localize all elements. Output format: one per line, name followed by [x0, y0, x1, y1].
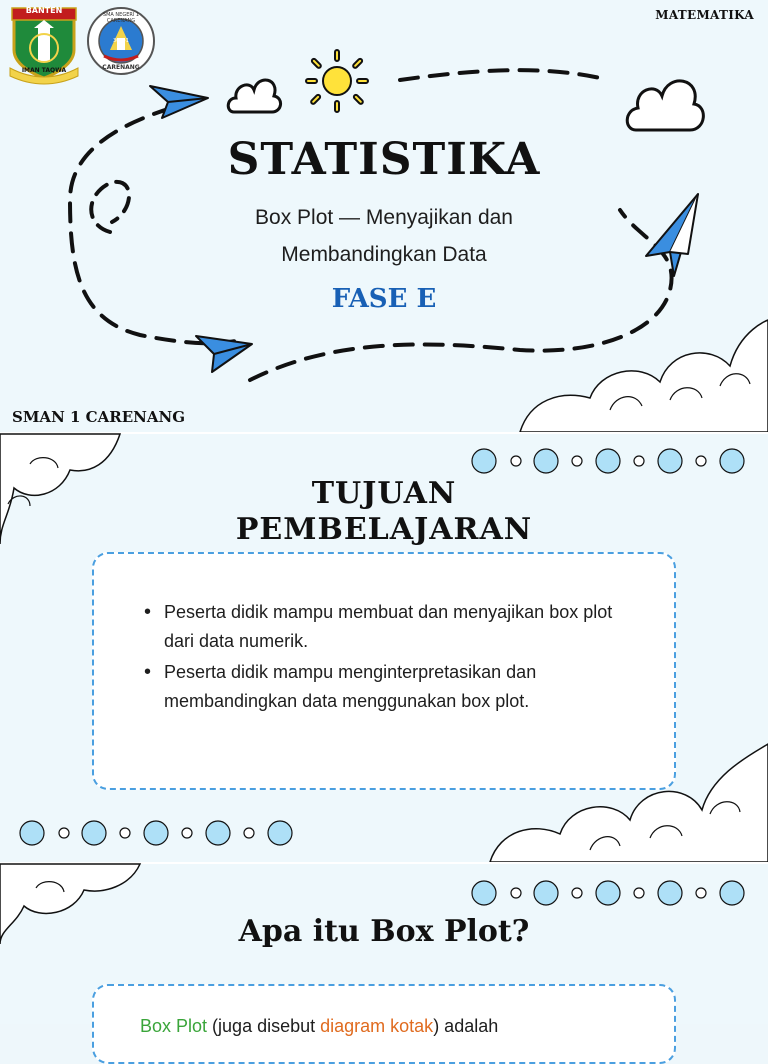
bubble-row-top [470, 446, 750, 476]
bubble-icon [534, 881, 558, 905]
bubble-icon [511, 456, 521, 466]
definition-close: ) adalah [433, 1016, 499, 1036]
paper-plane-icon [192, 330, 254, 374]
bubble-icon [182, 828, 192, 838]
bubble-icon [658, 449, 682, 473]
bubble-icon [696, 888, 706, 898]
bubble-row-bottom [18, 818, 298, 848]
bubble-icon [634, 888, 644, 898]
bubble-icon [511, 888, 521, 898]
bubble-icon [572, 888, 582, 898]
bubble-icon [720, 881, 744, 905]
bubble-icon [572, 456, 582, 466]
bubble-icon [82, 821, 106, 845]
bubble-icon [144, 821, 168, 845]
bubble-icon [534, 449, 558, 473]
banten-logo-label: BANTEN [25, 6, 63, 15]
page-title: STATISTIKA [227, 134, 541, 185]
definition-alt: diagram kotak [320, 1016, 434, 1036]
goals-card [92, 552, 676, 790]
bubble-icon [596, 449, 620, 473]
phase-label: FASE E [331, 284, 437, 314]
list-item: • Peserta didik mampu menginterpretasikan dan membandingkan data menggunakan box plot. [144, 658, 634, 716]
bubble-icon [596, 881, 620, 905]
section-title: Apa itu Box Plot? [238, 914, 530, 949]
bubble-icon [244, 828, 254, 838]
definition-open: (juga disebut [207, 1016, 321, 1036]
slide-boxplot-intro [0, 864, 768, 1036]
bubble-icon [206, 821, 230, 845]
slide-learning-goals [0, 434, 768, 862]
bubble-icon [59, 828, 69, 838]
school-logo-code: 30441 [113, 38, 129, 44]
definition-text [140, 1016, 498, 1037]
banten-motto: IMAN TAQWA [21, 67, 67, 74]
bubble-icon [120, 828, 130, 838]
bubble-icon [20, 821, 44, 845]
bubble-icon [634, 456, 644, 466]
topic-label: MATEMATIKA [655, 8, 754, 22]
section-title [0, 476, 768, 548]
bubble-icon [696, 456, 706, 466]
section-title-line-2: PEMBELAJARAN [235, 512, 533, 547]
bubble-row-top [470, 878, 750, 908]
section-title-line-1: TUJUAN [311, 476, 457, 511]
bubble-icon [268, 821, 292, 845]
bubble-icon [472, 881, 496, 905]
subtitle-line-2: Membandingkan Data [281, 243, 487, 266]
school-logo-ring: SMA NEGERI 1 CARENANG [102, 12, 140, 24]
list-item: • Peserta didik mampu membuat dan menyajikan box plot dari data numerik. [144, 598, 634, 656]
school-logo-name: CARENANG [102, 64, 140, 71]
bubble-icon [658, 881, 682, 905]
school-name: SMAN 1 CARENANG [12, 408, 186, 426]
definition-card [92, 984, 676, 1064]
goals-list [94, 554, 674, 716]
paper-plane-icon [148, 82, 210, 122]
subtitle-line-1: Box Plot — Menyajikan dan [255, 206, 513, 229]
sun-icon [304, 48, 370, 114]
cloud-icon [622, 66, 708, 140]
bubble-icon [720, 449, 744, 473]
bubble-icon [472, 449, 496, 473]
slide-title [0, 0, 768, 432]
definition-term: Box Plot [140, 1016, 208, 1036]
cloud-icon [224, 68, 284, 120]
